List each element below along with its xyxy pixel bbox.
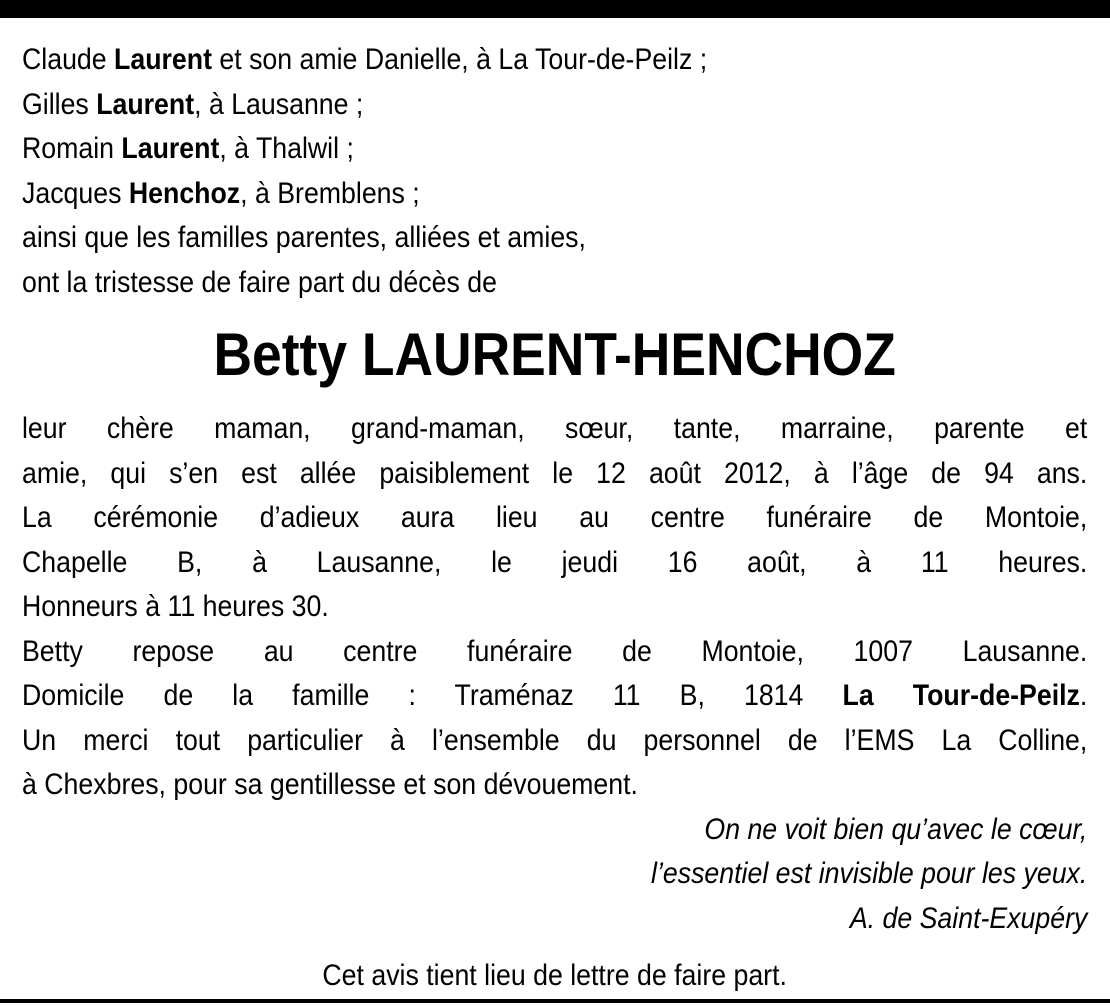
body-line: La cérémonie d’adieux aura lieu au centre funéraire de Montoie,: [22, 501, 1088, 534]
body-line: à Chexbres, pour sa gentillesse et son dévouement.: [22, 768, 638, 801]
family-line: Claude Laurent et son amie Danielle, à La Tour-de-Peilz ;: [22, 43, 708, 76]
intro-line: ainsi que les familles parentes, alliées et amies,: [22, 221, 586, 254]
body-line: Honneurs à 11 heures 30.: [22, 590, 329, 623]
top-border: [0, 0, 1110, 18]
deceased-name: Betty LAURENT-HENCHOZ: [213, 321, 896, 388]
closing-note: Cet avis tient lieu de lettre de faire part.: [322, 959, 787, 992]
body-line: leur chère maman, grand-maman, sœur, tante, marraine, parente et: [22, 412, 1088, 445]
quote-author: A. de Saint-Exupéry: [849, 901, 1088, 935]
family-line: Gilles Laurent, à Lausanne ;: [22, 87, 364, 121]
quote-line: On ne voit bien qu’avec le cœur,: [704, 812, 1088, 846]
quote-line: l’essentiel est invisible pour les yeux.: [651, 857, 1088, 890]
family-line: Romain Laurent, à Thalwil ;: [22, 132, 354, 165]
obituary-notice: [22, 38, 1087, 999]
intro-line: ont la tristesse de faire part du décès de: [22, 265, 497, 299]
family-line: Jacques Henchoz, à Bremblens ;: [22, 176, 420, 210]
bottom-border: [0, 999, 1110, 1003]
address-line: Domicile de la famille : Traménaz 11 B, 1814 La Tour-de-Peilz.: [22, 679, 1088, 712]
body-line: Betty repose au centre funéraire de Montoie, 1007 Lausanne.: [22, 634, 1088, 668]
body-line: amie, qui s’en est allée paisiblement le 12 août 2012, à l’âge de 94 ans.: [22, 456, 1088, 490]
body-line: Chapelle B, à Lausanne, le jeudi 16 août, à 11 heures.: [22, 545, 1088, 579]
body-line: Un merci tout particulier à l’ensemble du personnel de l’EMS La Colline,: [22, 723, 1088, 757]
